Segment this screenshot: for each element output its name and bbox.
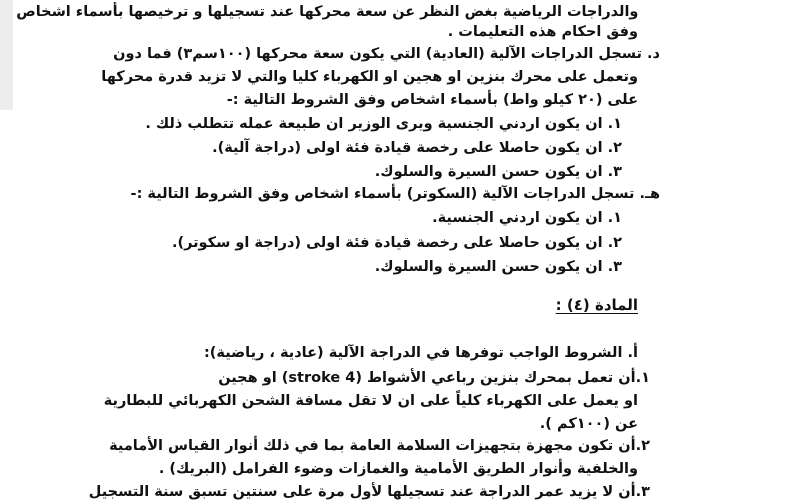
numbered-item: ٢.أن تكون مجهزة بتجهيزات السلامة العامة بما في ذلك أنوار القياس الأمامية bbox=[109, 438, 650, 454]
clause-d-line: د. تسجل الدراجات الآلية (العادية) التي يكون سعة محركها (١٠٠سم٣) فما دون bbox=[113, 46, 660, 62]
paragraph-line: والخلفية وأنوار الطريق الأمامية والغمازات وضوء الفرامل (البريك) . bbox=[158, 461, 638, 477]
paragraph-line: وفق احكام هذه التعليمات . bbox=[447, 24, 638, 40]
paragraph-line: والدراجات الرياضية بغض النظر عن سعة محركها عند تسجيلها و ترخيصها بأسماء اشخاص bbox=[15, 4, 638, 20]
paragraph-line: وتعمل على محرك بنزين او هجين او الكهرباء كليا والتي لا تزيد قدرة محركها bbox=[101, 69, 638, 85]
list-item: ١. ان يكون اردني الجنسية. bbox=[432, 210, 622, 226]
list-item: ١. ان يكون اردني الجنسية ويرى الوزير ان طبيعة عمله تتطلب ذلك . bbox=[145, 116, 622, 132]
list-item: ٣. ان يكون حسن السيرة والسلوك. bbox=[374, 164, 622, 180]
article-heading: المادة (٤) : bbox=[555, 296, 638, 314]
list-item: ٢. ان يكون حاصلا على رخصة قيادة فئة اولى (دراجة او سكوتر). bbox=[171, 235, 622, 251]
list-item: ٣. ان يكون حسن السيرة والسلوك. bbox=[374, 259, 622, 275]
numbered-item: ٣.أن لا يزيد عمر الدراجة عند تسجيلها لأول مرة على سنتين تسبق سنة التسجيل bbox=[88, 484, 650, 500]
numbered-item: ١.أن تعمل بمحرك بنزين رباعي الأشواط (4 stroke) او هجين bbox=[218, 370, 650, 386]
paragraph-line: عن (١٠٠كم ). bbox=[539, 416, 638, 432]
clause-h-line: هـ. تسجل الدراجات الآلية (السكوتر) بأسماء اشخاص وفق الشروط التالية :- bbox=[130, 186, 660, 202]
paragraph-line: او يعمل على الكهرباء كلياً على ان لا تقل مسافة الشحن الكهربائي للبطارية bbox=[103, 393, 638, 409]
list-item: ٢. ان يكون حاصلا على رخصة قيادة فئة اولى (دراجة آلية). bbox=[212, 140, 622, 156]
paragraph-line: على (٢٠ كيلو واط) بأسماء اشخاص وفق الشروط التالية :- bbox=[226, 92, 638, 108]
section-a-line: أ. الشروط الواجب توفرها في الدراجة الآلية (عادية ، رياضية): bbox=[204, 345, 638, 361]
